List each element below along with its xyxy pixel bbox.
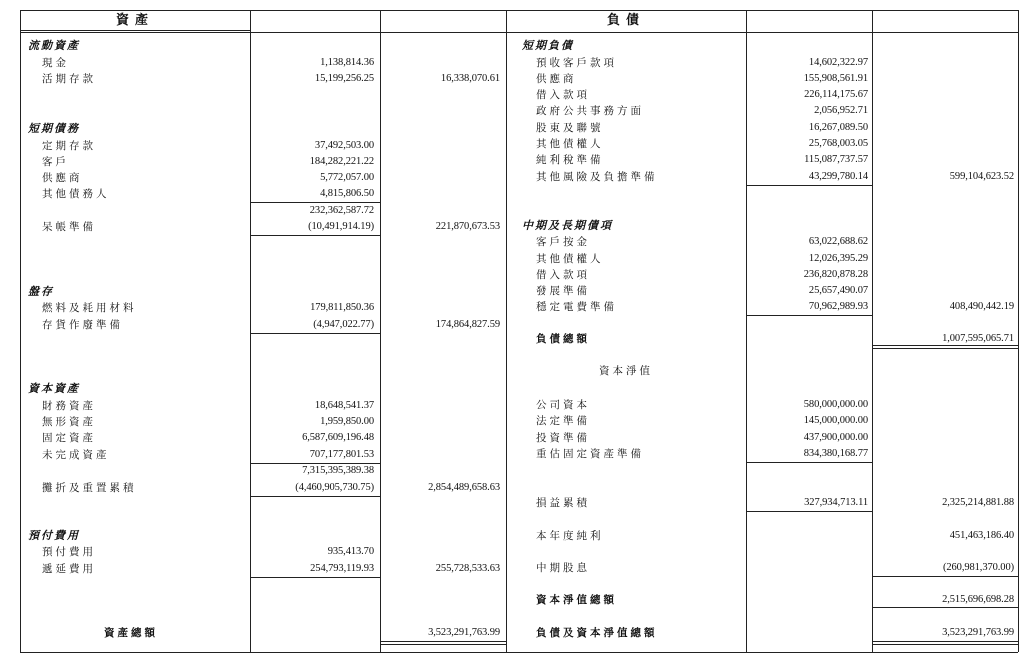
subtotal-amount: 2,854,489,658.63	[428, 482, 500, 493]
item-label: 借入款項	[536, 269, 590, 281]
item-amount: 254,793,119.93	[310, 563, 374, 574]
item-label: 其他債務人	[42, 188, 110, 200]
item-label: 未完成資產	[42, 449, 110, 461]
item-amount: 226,114,175.67	[804, 89, 868, 100]
item-label: 攤折及重置累積	[42, 482, 137, 494]
sum-rule	[250, 202, 380, 203]
sum-rule	[250, 496, 380, 497]
item-label: 發展準備	[536, 285, 590, 297]
subtotal-amount: 2,325,214,881.88	[942, 497, 1014, 508]
item-label: 現金	[42, 57, 69, 69]
item-amount: 15,199,256.25	[314, 73, 374, 84]
assets-total-label: 資產總額	[104, 627, 158, 639]
subtotal-amount: 408,490,442.19	[949, 301, 1014, 312]
item-label: 中期股息	[536, 562, 590, 574]
row-rule	[20, 30, 250, 31]
item-amount: (260,981,370.00)	[942, 562, 1014, 573]
item-amount: 707,177,801.53	[309, 449, 374, 460]
sum-rule	[746, 315, 872, 316]
item-amount: (4,947,022.77)	[313, 319, 374, 330]
sum-rule	[746, 511, 872, 512]
table-top-rule	[20, 10, 1018, 11]
equity-total-label: 資本淨值總額	[536, 594, 617, 606]
liabilities-total-amount: 1,007,595,065.71	[942, 333, 1014, 344]
item-label: 預收客戶款項	[536, 57, 617, 69]
sum-rule	[250, 235, 380, 236]
item-label: 本年度純利	[536, 530, 604, 542]
subtotal-amount: 599,104,623.52	[949, 171, 1014, 182]
subtotal-amount: 255,728,533.63	[435, 563, 500, 574]
grand-total-amount: 3,523,291,763.99	[942, 627, 1014, 638]
total-rule	[872, 644, 1018, 645]
item-label: 預付費用	[42, 546, 96, 558]
item-label: 客戶	[42, 156, 69, 168]
item-label: 重估固定資產準備	[536, 448, 644, 460]
item-amount: (10,491,914.19)	[308, 221, 374, 232]
subtotal-amount: 16,338,070.61	[440, 73, 500, 84]
equity-header: 資本淨值	[599, 365, 653, 377]
item-amount: 16,267,089.50	[808, 122, 868, 133]
assets-total-amount: 3,523,291,763.99	[428, 627, 500, 638]
item-amount: 4,815,806.50	[320, 188, 374, 199]
item-label: 其他風險及負擔準備	[536, 171, 658, 183]
sum-rule	[746, 462, 872, 463]
item-amount: 327,934,713.11	[804, 497, 868, 508]
section-title: 盤存	[28, 285, 54, 298]
section-title: 資本資產	[28, 382, 80, 395]
item-label: 供應商	[536, 73, 577, 85]
sum-amount: 7,315,395,389.38	[302, 465, 374, 476]
sum-rule	[746, 185, 872, 186]
item-label: 其他債權人	[536, 253, 604, 265]
column-rule	[506, 10, 507, 652]
item-amount: 25,657,490.07	[808, 285, 868, 296]
item-label: 公司資本	[536, 399, 590, 411]
item-label: 穩定電費準備	[536, 301, 617, 313]
item-label: 燃料及耗用材料	[42, 302, 137, 314]
equity-total-amount: 2,515,696,698.28	[942, 594, 1014, 605]
item-amount: 580,000,000.00	[803, 399, 868, 410]
sum-rule	[872, 607, 1018, 608]
item-label: 股東及聯號	[536, 122, 604, 134]
sum-amount: 232,362,587.72	[309, 205, 374, 216]
subtotal-amount: 221,870,673.53	[435, 221, 500, 232]
item-amount: 451,463,186.40	[949, 530, 1014, 541]
total-rule	[380, 644, 506, 645]
column-rule	[20, 10, 21, 652]
item-amount: 115,087,737.57	[804, 154, 868, 165]
sum-rule	[872, 576, 1018, 577]
item-label: 呆帳準備	[42, 221, 96, 233]
item-amount: 63,022,688.62	[808, 236, 868, 247]
item-label: 遞延費用	[42, 563, 96, 575]
table-bottom-rule	[20, 652, 1018, 653]
item-label: 財務資產	[42, 400, 96, 412]
section-title: 流動資產	[28, 39, 80, 52]
item-amount: 1,138,814.36	[320, 57, 374, 68]
item-label: 定期存款	[42, 140, 96, 152]
liabilities-header: 負債	[606, 13, 645, 28]
item-amount: 1,959,850.00	[320, 416, 374, 427]
item-label: 其他債權人	[536, 138, 604, 150]
item-label: 借入款項	[536, 89, 590, 101]
item-amount: 2,056,952.71	[814, 105, 868, 116]
item-label: 固定資產	[42, 432, 96, 444]
item-amount: 14,602,322.97	[808, 57, 868, 68]
column-rule	[872, 10, 873, 652]
item-amount: 155,908,561.91	[803, 73, 868, 84]
item-amount: 18,648,541.37	[314, 400, 374, 411]
item-amount: 5,772,057.00	[320, 172, 374, 183]
item-label: 存貨作廢準備	[42, 319, 123, 331]
grand-total-label: 負債及資本淨值總額	[536, 627, 658, 639]
item-label: 投資準備	[536, 432, 590, 444]
item-label: 客戶按金	[536, 236, 590, 248]
item-amount: 145,000,000.00	[803, 415, 868, 426]
item-amount: 25,768,003.05	[808, 138, 868, 149]
item-amount: 37,492,503.00	[314, 140, 374, 151]
item-amount: 70,962,989.93	[808, 301, 868, 312]
item-amount: 184,282,221.22	[309, 156, 374, 167]
item-label: 供應商	[42, 172, 83, 184]
assets-header: 資產	[115, 13, 154, 28]
section-title: 短期負債	[522, 39, 574, 52]
item-amount: 236,820,878.28	[803, 269, 868, 280]
item-amount: 6,587,609,196.48	[302, 432, 374, 443]
section-title: 短期債務	[28, 122, 80, 135]
item-amount: 179,811,850.36	[310, 302, 374, 313]
liabilities-total-label: 負債總額	[536, 333, 590, 345]
header-rule	[20, 32, 1018, 33]
item-label: 無形資產	[42, 416, 96, 428]
total-rule	[872, 348, 1018, 349]
item-amount: 935,413.70	[327, 546, 374, 557]
item-label: 純利稅準備	[536, 154, 604, 166]
column-rule	[250, 10, 251, 652]
subtotal-amount: 174,864,827.59	[435, 319, 500, 330]
column-rule	[746, 10, 747, 652]
sum-rule	[250, 333, 380, 334]
item-amount: 834,380,168.77	[803, 448, 868, 459]
item-label: 法定準備	[536, 415, 590, 427]
total-rule	[872, 641, 1018, 642]
section-title: 中期及長期債項	[522, 219, 613, 232]
item-label: 活期存款	[42, 73, 96, 85]
item-label: 政府公共事務方面	[536, 105, 644, 117]
section-title: 預付費用	[28, 529, 80, 542]
item-amount: 437,900,000.00	[803, 432, 868, 443]
column-rule	[1018, 10, 1019, 652]
item-amount: 43,299,780.14	[808, 171, 868, 182]
column-rule	[380, 10, 381, 652]
total-rule	[380, 641, 506, 642]
item-amount: 12,026,395.29	[808, 253, 868, 264]
item-label: 損益累積	[536, 497, 590, 509]
sum-rule	[250, 577, 380, 578]
item-amount: (4,460,905,730.75)	[295, 482, 374, 493]
